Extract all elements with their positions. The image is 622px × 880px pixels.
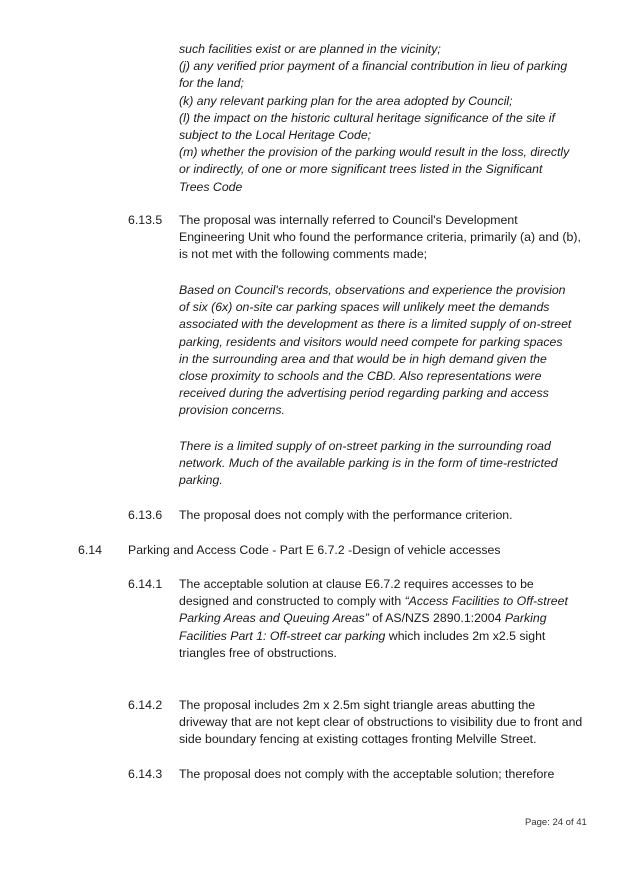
criteria-line: (k) any relevant parking plan for the area adopted by Council; xyxy=(179,93,513,108)
text-run: The acceptable solution at clause E6.7.2 requires accesses to be xyxy=(179,577,534,591)
quote-line: network. Much of the available parking is in the form of time-restricted xyxy=(179,456,558,471)
section-6-14-heading: Parking and Access Code - Part E 6.7.2 -Design of vehicle accesses xyxy=(128,543,501,557)
quote-line: parking, residents and visitors would need compete for parking spaces xyxy=(179,334,563,349)
criteria-line: (l) the impact on the historic cultural heritage significance of the site if xyxy=(179,110,555,125)
quote-line: close proximity to schools and the CBD. Also representations were xyxy=(179,369,542,384)
paragraph-line xyxy=(179,645,568,662)
paragraph-line xyxy=(179,628,568,645)
section-6-14-1-text xyxy=(179,576,568,662)
text-run: triangles free of obstructions. xyxy=(179,645,337,660)
text-run: designed and constructed to comply with xyxy=(179,594,405,609)
paragraph-line: The proposal was internally referred to Council's Development xyxy=(179,213,518,227)
section-number-6-14: 6.14 xyxy=(78,543,102,557)
criteria-line: (j) any verified prior payment of a financial contribution in lieu of parking xyxy=(179,59,568,74)
quote-line: There is a limited supply of on-street parking in the surrounding road xyxy=(179,439,551,453)
engineering-quote-2 xyxy=(179,438,558,490)
paragraph-line xyxy=(179,593,568,610)
criteria-line: (m) whether the provision of the parking would result in the loss, directly xyxy=(179,145,570,160)
criteria-line: such facilities exist or are planned in the vicinity; xyxy=(179,42,441,56)
paragraph-line: driveway that are not kept clear of obstructions to visibility due to front and xyxy=(179,715,583,730)
section-number-6-13-6: 6.13.6 xyxy=(128,508,163,522)
standard-title-italic: Parking xyxy=(504,611,547,626)
quote-line: in the surrounding area and that would be in high demand given the xyxy=(179,351,547,366)
standard-title-italic: Parking Areas and Queuing Areas” xyxy=(179,611,369,626)
section-number-6-13-5: 6.13.5 xyxy=(128,213,163,227)
criteria-line: or indirectly, of one or more significant trees listed in the Significant xyxy=(179,162,543,177)
criteria-line: for the land; xyxy=(179,76,244,91)
section-6-13-5-text xyxy=(179,212,581,264)
criteria-line: Trees Code xyxy=(179,179,243,194)
criteria-line: subject to the Local Heritage Code; xyxy=(179,128,372,143)
quote-line: of six (6x) on-site car parking spaces will unlikely meet the demands xyxy=(179,300,550,315)
section-number-6-14-2: 6.14.2 xyxy=(128,698,163,712)
quote-line: associated with the development as there is a limited supply of on-street xyxy=(179,317,572,332)
standard-title-italic: Facilities Part 1: Off-street car parking xyxy=(179,628,386,643)
quote-line: Based on Council's records, observations and experience the provision xyxy=(179,283,566,297)
quote-line: parking. xyxy=(179,473,223,488)
text-run: of AS/NZS 2890.1:2004 xyxy=(368,611,505,626)
section-6-14-3-text: The proposal does not comply with the acceptable solution; therefore xyxy=(179,767,555,781)
paragraph-line: The proposal includes 2m x 2.5m sight triangle areas abutting the xyxy=(179,698,536,712)
quote-line: received during the advertising period regarding parking and access xyxy=(179,386,549,401)
engineering-quote-1 xyxy=(179,282,571,420)
standard-title-italic: “Access Facilities to Off-street xyxy=(404,594,568,609)
paragraph-line: Engineering Unit who found the performance criteria, primarily (a) and (b), xyxy=(179,230,581,245)
section-6-14-2-text xyxy=(179,697,582,749)
section-number-6-14-1: 6.14.1 xyxy=(128,577,163,591)
section-6-13-6-text: The proposal does not comply with the performance criterion. xyxy=(179,508,513,522)
quote-line: provision concerns. xyxy=(179,403,285,418)
criteria-list xyxy=(179,41,569,196)
section-number-6-14-3: 6.14.3 xyxy=(128,767,163,781)
paragraph-line xyxy=(179,610,568,627)
paragraph-line xyxy=(179,576,568,593)
text-run: which includes 2m x2.5 sight xyxy=(385,628,546,643)
page-number: Page: 24 of 41 xyxy=(525,817,587,828)
paragraph-line: side boundary fencing at existing cottages fronting Melville Street. xyxy=(179,732,537,747)
paragraph-line: is not met with the following comments made; xyxy=(179,247,428,262)
